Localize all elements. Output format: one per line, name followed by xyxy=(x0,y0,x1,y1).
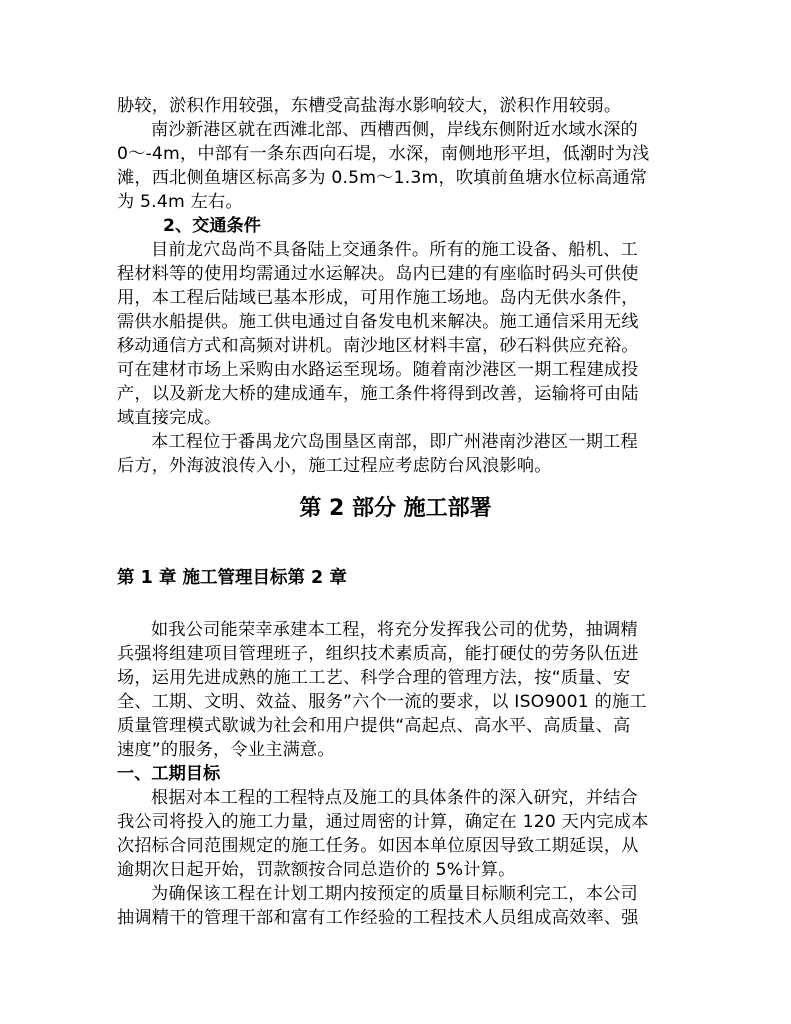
schedule-line-2: 我公司将投入的施工力量，通过周密的计算，确定在 120 天内完成本 xyxy=(117,812,649,832)
part-title: 第 2 部分 施工部署 xyxy=(299,496,492,521)
schedule-line-6: 抽调精干的管理干部和富有工作经验的工程技术人员组成高效率、强 xyxy=(117,908,639,928)
traffic-line-5: 移动通信方式和高频对讲机。南沙地区材料丰富，砂石料供应充裕。 xyxy=(117,336,639,356)
chapter-line-2: 兵强将组建项目管理班子，组织技术素质高，能打硬仗的劳务队伍进 xyxy=(117,644,639,664)
intro-line-3: 0～-4m，中部有一条东西向石堤，水深，南侧地形平坦，低潮时为浅 xyxy=(117,144,650,164)
intro-line-4: 滩，西北侧鱼塘区标高多为 0.5m～1.3m，吹填前鱼塘水位标高通常 xyxy=(117,168,648,188)
traffic-line-3: 用，本工程后陆域已基本形成，可用作施工场地。岛内无供水条件， xyxy=(117,288,639,308)
chapter-line-6: 速度”的服务，令业主满意。 xyxy=(117,740,335,760)
schedule-line-4: 逾期次日起开始，罚款额按合同总造价的 5%计算。 xyxy=(117,860,516,880)
chapter-line-5: 质量管理模式歇诚为社会和用户提供“高起点、高水平、高质量、高 xyxy=(117,716,631,736)
chapter-title: 第 1 章 施工管理目标第 2 章 xyxy=(117,568,347,588)
traffic-line-4: 需供水船提供。施工供电通过自备发电机来解决。施工通信采用无线 xyxy=(117,312,639,332)
schedule-line-1: 根据对本工程的工程特点及施工的具体条件的深入研究，并结合 xyxy=(151,788,638,808)
schedule-line-3: 次招标合同范围规定的施工任务。如因本单位原因导致工期延误，从 xyxy=(117,836,639,856)
schedule-line-5: 为确保该工程在计划工期内按预定的质量目标顺利完工，本公司 xyxy=(151,884,638,904)
location-line-1: 本工程位于番禺龙穴岛围垦区南部，即广州港南沙港区一期工程 xyxy=(151,432,638,452)
traffic-line-8: 域直接完成。 xyxy=(117,408,222,428)
intro-line-5: 为 5.4m 左右。 xyxy=(117,192,243,212)
location-line-2: 后方，外海波浪传入小，施工过程应考虑防台风浪影响。 xyxy=(117,456,552,476)
traffic-line-6: 可在建材市场上采购由水路运至现场。随着南沙港区一期工程建成投 xyxy=(117,360,639,380)
chapter-line-1: 如我公司能荣幸承建本工程，将充分发挥我公司的优势，抽调精 xyxy=(151,620,638,640)
traffic-line-1: 目前龙穴岛尚不具备陆上交通条件。所有的施工设备、船机、工 xyxy=(151,240,638,260)
traffic-heading: 2、交通条件 xyxy=(163,216,261,236)
chapter-line-4: 全、工期、文明、效益、服务”六个一流的要求，以 ISO9001 的施工 xyxy=(117,692,647,712)
intro-line-2: 南沙新港区就在西滩北部、西槽西侧，岸线东侧附近水域水深的 xyxy=(151,120,638,140)
intro-line-1: 胁较，淤积作用较强，东槽受高盐海水影响较大，淤积作用较弱。 xyxy=(117,96,622,116)
schedule-heading: 一、工期目标 xyxy=(117,764,221,784)
traffic-line-7: 产，以及新龙大桥的建成通车，施工条件将得到改善，运输将可由陆 xyxy=(117,384,639,404)
chapter-line-3: 场，运用先进成熟的施工工艺、科学合理的管理方法，按“质量、安 xyxy=(117,668,631,688)
traffic-line-2: 程材料等的使用均需通过水运解决。岛内已建的有座临时码头可供使 xyxy=(117,264,639,284)
